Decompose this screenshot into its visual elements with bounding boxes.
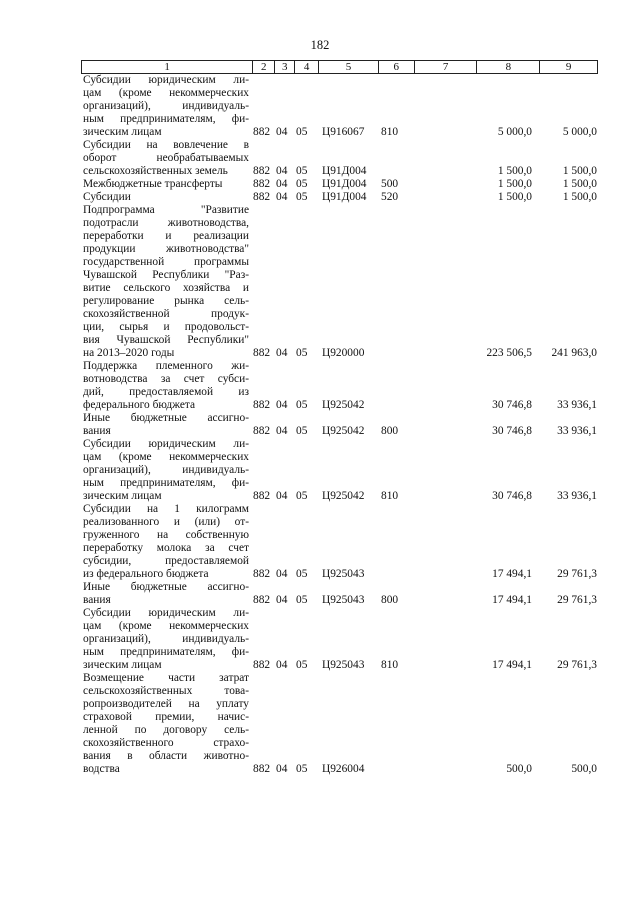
section-code: 04 (276, 568, 288, 580)
description-line: ропроизводителей на уплату (83, 698, 249, 710)
description-line: скохозяйственной продук- (83, 308, 249, 320)
amount-year-2: 29 761,3 (557, 659, 597, 671)
description-line: переработки и реализации (83, 230, 249, 242)
description-line: организаций), индивидуаль- (83, 464, 249, 476)
header-col-1: 1 (164, 61, 170, 73)
description-line: Чувашской Республики "Раз- (83, 269, 249, 281)
admin-code: 882 (253, 594, 271, 606)
section-code: 04 (276, 126, 288, 138)
description-line: вания (83, 594, 111, 606)
row-values (81, 425, 598, 438)
description-line: вия Чувашской Республики" (83, 334, 249, 346)
admin-code: 882 (253, 126, 271, 138)
description-line: оборот необрабатываемых (83, 152, 249, 164)
expense-type-code: 810 (381, 659, 399, 671)
amount-year-2: 1 500,0 (562, 178, 597, 190)
amount-year-1: 1 500,0 (497, 165, 532, 177)
amount-year-1: 30 746,8 (492, 399, 532, 411)
target-item-code: Ц925042 (322, 425, 365, 437)
header-col-9: 9 (539, 61, 597, 73)
description-line: субсидии, предоставляемой (83, 555, 249, 567)
description-line: реализованного и (или) от- (83, 516, 249, 528)
subsection-code: 05 (296, 165, 308, 177)
row-values (81, 490, 598, 503)
row-values (81, 594, 598, 607)
amount-year-1: 1 500,0 (497, 178, 532, 190)
table-row (81, 503, 598, 581)
expense-type-code: 800 (381, 425, 399, 437)
target-item-code: Ц926004 (322, 763, 365, 775)
section-code: 04 (276, 399, 288, 411)
subsection-code: 05 (296, 347, 308, 359)
amount-year-1: 223 506,5 (486, 347, 532, 359)
amount-year-2: 33 936,1 (557, 490, 597, 502)
row-values (81, 568, 598, 581)
header-col-6: 6 (378, 61, 414, 73)
table-row (81, 581, 598, 607)
admin-code: 882 (253, 191, 271, 203)
subsection-code: 05 (296, 763, 308, 775)
description-line: организаций), индивидуаль- (83, 633, 249, 645)
table-row (81, 191, 598, 204)
description-line: цам (кроме некоммерческих (83, 620, 249, 632)
subsection-code: 05 (296, 425, 308, 437)
row-values (81, 178, 598, 191)
amount-year-2: 5 000,0 (562, 126, 597, 138)
description-line: страховой премии, начис- (83, 711, 249, 723)
description-line: Субсидии на 1 килограмм (83, 503, 249, 515)
header-col-2: 2 (252, 61, 274, 73)
row-values (81, 191, 598, 204)
subsection-code: 05 (296, 568, 308, 580)
subsection-code: 05 (296, 399, 308, 411)
expense-type-code: 810 (381, 490, 399, 502)
admin-code: 882 (253, 568, 271, 580)
row-values (81, 763, 598, 776)
table-row (81, 412, 598, 438)
table-row (81, 607, 598, 672)
expense-type-code: 800 (381, 594, 399, 606)
admin-code: 882 (253, 425, 271, 437)
row-values (81, 165, 598, 178)
amount-year-2: 33 936,1 (557, 425, 597, 437)
description-line: цам (кроме некоммерческих (83, 451, 249, 463)
description-line: витие сельского хозяйства и (83, 282, 249, 294)
header-col-7: 7 (414, 61, 477, 73)
admin-code: 882 (253, 178, 271, 190)
section-code: 04 (276, 347, 288, 359)
amount-year-2: 241 963,0 (551, 347, 597, 359)
description-line: из федерального бюджета (83, 568, 209, 580)
description-line: зическим лицам (83, 126, 162, 138)
target-item-code: Ц920000 (322, 347, 365, 359)
subsection-code: 05 (296, 490, 308, 502)
section-code: 04 (276, 165, 288, 177)
table-row (81, 204, 598, 360)
subsection-code: 05 (296, 659, 308, 671)
section-code: 04 (276, 490, 288, 502)
description-line: регулирование рынка сель- (83, 295, 249, 307)
description-line: организаций), индивидуаль- (83, 100, 249, 112)
row-description (81, 204, 249, 360)
section-code: 04 (276, 659, 288, 671)
description-line: водства (83, 763, 120, 775)
section-code: 04 (276, 178, 288, 190)
description-line: цам (кроме некоммерческих (83, 87, 249, 99)
table-row (81, 178, 598, 191)
subsection-code: 05 (296, 191, 308, 203)
description-line: Субсидии юридическим ли- (83, 607, 249, 619)
description-line: Субсидии юридическим ли- (83, 438, 249, 450)
table-row (81, 74, 598, 139)
description-line: Субсидии (83, 191, 131, 203)
row-values (81, 126, 598, 139)
description-line: федерального бюджета (83, 399, 196, 411)
expense-type-code: 520 (381, 191, 399, 203)
target-item-code: Ц925042 (322, 490, 365, 502)
description-line: государственной программы (83, 256, 249, 268)
description-line: ным предпринимателям, фи- (83, 477, 249, 489)
admin-code: 882 (253, 490, 271, 502)
target-item-code: Ц925043 (322, 568, 365, 580)
description-line: продукции животноводства" (83, 243, 249, 255)
description-line: Межбюджетные трансферты (83, 178, 223, 190)
budget-table (81, 60, 598, 776)
amount-year-2: 1 500,0 (562, 191, 597, 203)
amount-year-2: 1 500,0 (562, 165, 597, 177)
amount-year-2: 500,0 (571, 763, 597, 775)
description-line: Поддержка племенного жи- (83, 360, 249, 372)
table-row (81, 438, 598, 503)
description-line: ным предпринимателям, фи- (83, 113, 249, 125)
amount-year-1: 5 000,0 (497, 126, 532, 138)
target-item-code: Ц91Д004 (322, 165, 367, 177)
amount-year-1: 1 500,0 (497, 191, 532, 203)
table-body (81, 74, 598, 776)
description-line: груженного на собственную (83, 529, 249, 541)
admin-code: 882 (253, 659, 271, 671)
description-line: Подпрограмма "Развитие (83, 204, 249, 216)
admin-code: 882 (253, 763, 271, 775)
amount-year-1: 17 494,1 (492, 568, 532, 580)
amount-year-1: 30 746,8 (492, 425, 532, 437)
amount-year-2: 33 936,1 (557, 399, 597, 411)
description-line: скохозяйственного страхо- (83, 737, 249, 749)
description-line: переработку молока за счет (83, 542, 249, 554)
expense-type-code: 810 (381, 126, 399, 138)
section-code: 04 (276, 594, 288, 606)
amount-year-2: 29 761,3 (557, 594, 597, 606)
target-item-code: Ц91Д004 (322, 178, 367, 190)
description-line: ным предпринимателям, фи- (83, 646, 249, 658)
target-item-code: Ц925043 (322, 659, 365, 671)
subsection-code: 05 (296, 594, 308, 606)
section-code: 04 (276, 425, 288, 437)
description-line: вания в области животно- (83, 750, 249, 762)
header-col-5: 5 (318, 61, 378, 73)
header-col-4: 4 (294, 61, 318, 73)
subsection-code: 05 (296, 178, 308, 190)
description-line: подотрасли животноводства, (83, 217, 249, 229)
description-line: сельскохозяйственных това- (83, 685, 249, 697)
description-line: сельскохозяйственных земель (83, 165, 228, 177)
subsection-code: 05 (296, 126, 308, 138)
amount-year-1: 500,0 (506, 763, 532, 775)
amount-year-1: 17 494,1 (492, 659, 532, 671)
row-values (81, 399, 598, 412)
section-code: 04 (276, 763, 288, 775)
description-line: ции, сырья и продовольст- (83, 321, 249, 333)
target-item-code: Ц925042 (322, 399, 365, 411)
description-line: Субсидии юридическим ли- (83, 74, 249, 86)
row-values (81, 347, 598, 360)
row-values (81, 659, 598, 672)
description-line: Возмещение части затрат (83, 672, 249, 684)
description-line: вотноводства за счет субси- (83, 373, 249, 385)
description-line: вания (83, 425, 111, 437)
row-description (81, 672, 249, 776)
header-col-8: 8 (476, 61, 539, 73)
amount-year-1: 30 746,8 (492, 490, 532, 502)
admin-code: 882 (253, 165, 271, 177)
description-line: Иные бюджетные ассигно- (83, 581, 249, 593)
amount-year-1: 17 494,1 (492, 594, 532, 606)
table-row (81, 139, 598, 178)
section-code: 04 (276, 191, 288, 203)
amount-year-2: 29 761,3 (557, 568, 597, 580)
target-item-code: Ц916067 (322, 126, 365, 138)
description-line: зическим лицам (83, 490, 162, 502)
expense-type-code: 500 (381, 178, 399, 190)
target-item-code: Ц91Д004 (322, 191, 367, 203)
table-row (81, 360, 598, 412)
target-item-code: Ц925043 (322, 594, 365, 606)
description-line: на 2013–2020 годы (83, 347, 175, 359)
admin-code: 882 (253, 347, 271, 359)
admin-code: 882 (253, 399, 271, 411)
description-line: зическим лицам (83, 659, 162, 671)
page-number: 182 (310, 38, 330, 52)
description-line: дий, предоставляемой из (83, 386, 249, 398)
header-col-3: 3 (274, 61, 294, 73)
description-line: Субсидии на вовлечение в (83, 139, 249, 151)
table-row (81, 672, 598, 776)
description-line: Иные бюджетные ассигно- (83, 412, 249, 424)
description-line: ленной по договору сель- (83, 724, 249, 736)
table-header-row (81, 60, 598, 74)
